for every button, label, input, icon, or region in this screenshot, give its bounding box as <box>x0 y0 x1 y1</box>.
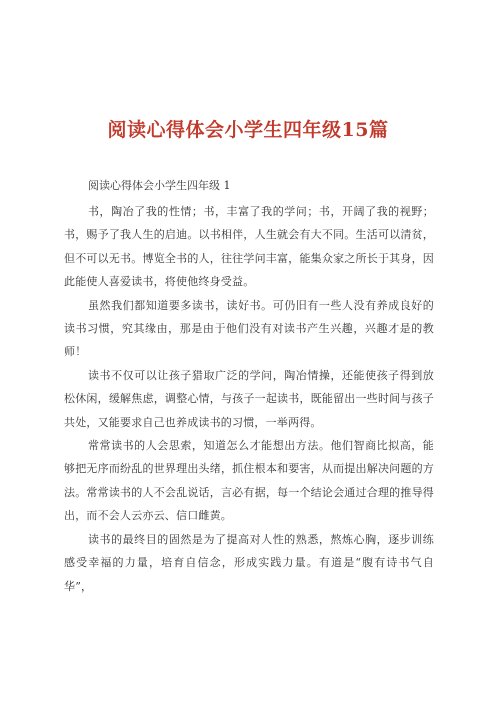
paragraph: 常常读书的人会思索，知道怎么才能想出方法。他们智商比拟高，能够把无序而纷乱的世界理出头绪，抓住根本和要害，从而提出解决问题的方法。常常读书的人不会乱说话，言必有据，每一个结论会通过合理的推导得出，而不会人云亦云、信口雌黄。 <box>64 439 434 523</box>
section-heading: 阅读心得体会小学生四年级 1 <box>88 179 231 192</box>
document-body <box>64 172 434 598</box>
paragraph: 读书的最终目的固然是为了提高对人性的熟悉，熬炼心胸，逐步训练感受幸福的力量，培育自信念，形成实践力量。有道是“腹有诗书气自华”， <box>64 532 434 593</box>
paragraph: 书，陶冶了我的性情；书，丰富了我的学问；书，开阔了我的视野；书，赐予了我人生的启迪。以书相伴，人生就会有大不同。生活可以清贫，但不可以无书。博览全书的人，往往学问丰富，能集众家之所长于其身，因此能使人喜爱读书，将使他终身受益。 <box>64 205 434 289</box>
paragraph: 虽然我们都知道要多读书，读好书。可仍旧有一些人没有养成良好的读书习惯，究其缘由，那是由于他们没有对读书产生兴趣，兴趣才是的教师！ <box>64 298 434 359</box>
paragraph: 读书不仅可以让孩子猎取广泛的学问，陶冶情操，还能使孩子得到放松休闲，缓解焦虑，调整心情，与孩子一起读书，既能留出一些时间与孩子共处，又能要求自己也养成读书的习惯，一举两得。 <box>64 368 434 429</box>
document-title: 阅读心得体会小学生四年级15篇 <box>107 118 389 141</box>
